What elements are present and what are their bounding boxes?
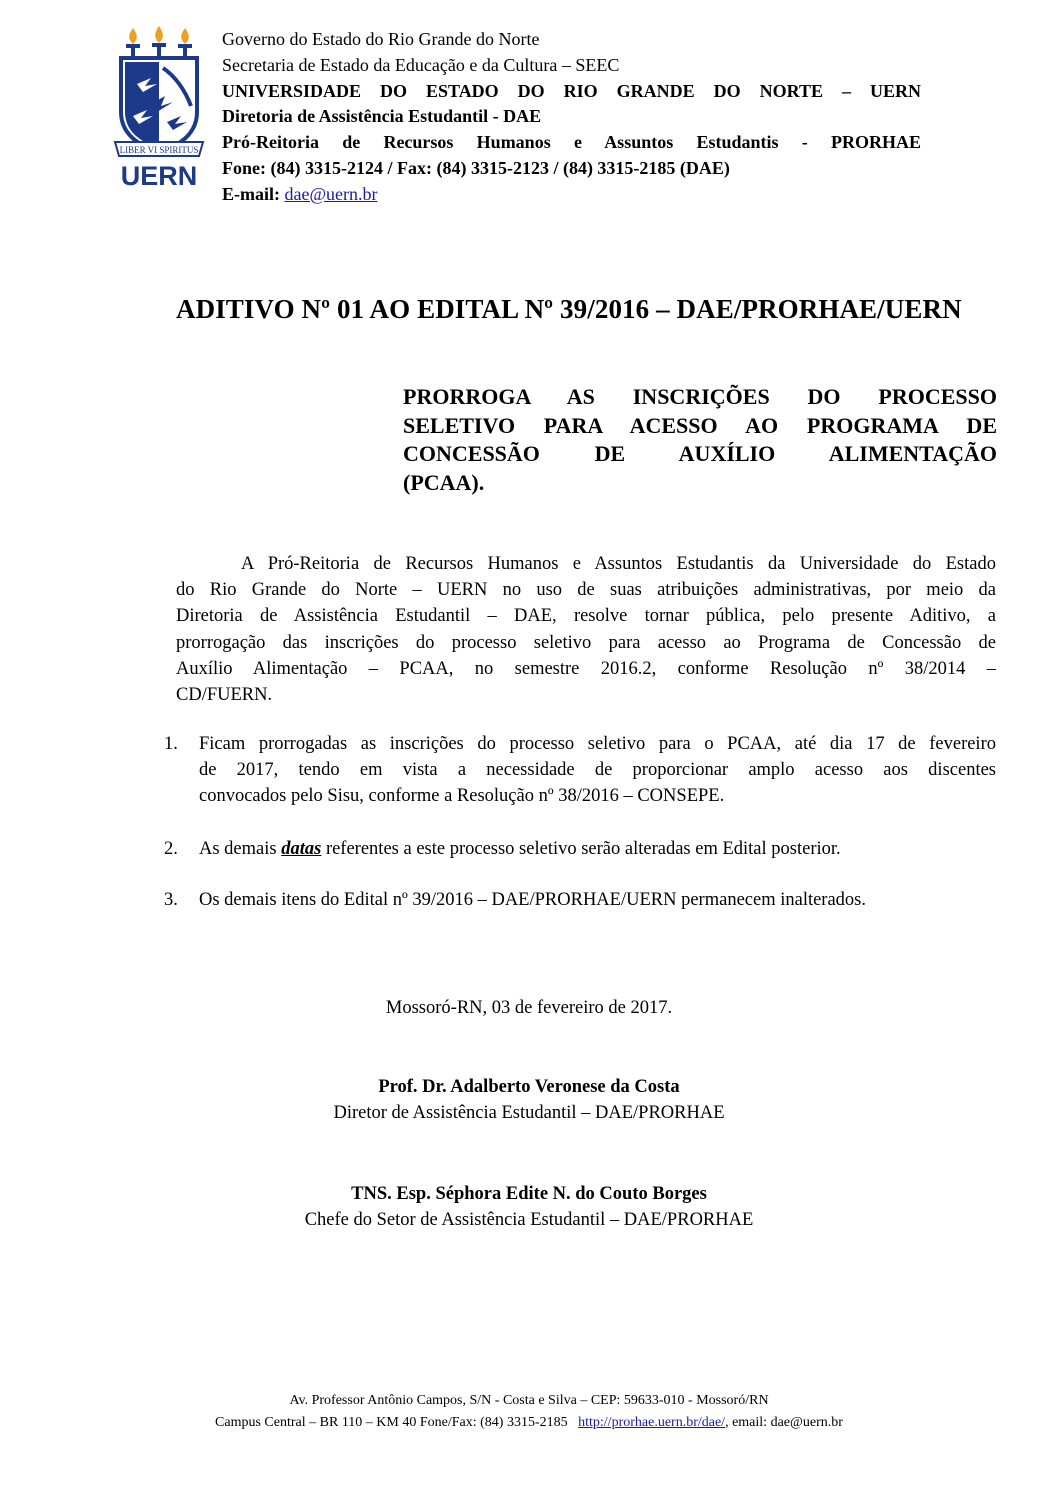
summary-line: (PCAA). (403, 469, 485, 495)
body-line: A Pró-Reitoria de Recursos Humanos e Assuntos Estudantis da Universidade do Estado (241, 554, 996, 574)
list-item-text (199, 731, 996, 810)
logo-wordmark: UERN (120, 161, 198, 189)
body-line: do Rio Grande do Norte – UERN no uso de suas atribuições administrativas, por meio da (176, 580, 996, 601)
header-line-university: UNIVERSIDADE DO ESTADO DO RIO GRANDE DO NORTE – UERN (222, 80, 921, 101)
place-date: Mossoró-RN, 03 de fevereiro de 2017. (385, 998, 673, 1018)
header-line-phones: Fone: (84) 3315-2124 / Fax: (84) 3315-2123 / (84) 3315-2185 (DAE) (222, 157, 730, 178)
signature-name-2: TNS. Esp. Séphora Edite N. do Couto Borges (351, 1184, 707, 1204)
footer-contact-text: Campus Central – BR 110 – KM 40 Fone/Fax: (84) 3315-2185 (215, 1415, 568, 1430)
body-line: CD/FUERN. (176, 685, 273, 706)
footer-address: Av. Professor Antônio Campos, S/N - Costa e Silva – CEP: 59633-010 - Mossoró/RN (289, 1393, 769, 1408)
institution-header (222, 27, 922, 208)
document-title: ADITIVO Nº 01 AO EDITAL Nº 39/2016 – DAE/PRORHAE/UERN (176, 294, 962, 324)
logo-motto: LIBER VI SPIRITUS (119, 145, 199, 155)
signature-role-2: Chefe do Setor de Assistência Estudantil – DAE/PRORHAE (304, 1210, 754, 1230)
signature-role-1: Diretor de Assistência Estudantil – DAE/PRORHAE (333, 1103, 725, 1123)
list-item-line: Ficam prorrogadas as inscrições do processo seletivo para o PCAA, até dia 17 de fevereiro (199, 734, 996, 754)
list-item-text (199, 836, 996, 862)
email-link[interactable]: dae@uern.br (284, 183, 378, 204)
list-item-line (199, 836, 996, 862)
list-item-text-before: As demais (199, 839, 282, 859)
emphasized-word: datas (281, 839, 322, 859)
list-item-line: convocados pelo Sisu, conforme a Resolução nº 38/2016 – CONSEPE. (199, 786, 725, 807)
footer-email-text: , email: dae@uern.br (725, 1415, 843, 1430)
list-item-text-after: referentes a este processo seletivo serão alteradas em Edital posterior. (321, 839, 841, 859)
footer-website-link[interactable]: http://prorhae.uern.br/dae/ (578, 1415, 726, 1430)
body-line: Auxílio Alimentação – PCAA, no semestre 2016.2, conforme Resolução nº 38/2014 – (176, 658, 996, 679)
summary-line: SELETIVO PARA ACESSO AO PROGRAMA DE (403, 412, 997, 438)
summary-line: PRORROGA AS INSCRIÇÕES DO PROCESSO (403, 384, 997, 409)
list-item-line: Os demais itens do Edital nº 39/2016 – DAE/PRORHAE/UERN permanecem inalterados. (199, 890, 867, 910)
list-item-number: 1. (164, 734, 178, 754)
uern-logo (111, 24, 207, 189)
list-item-text (199, 887, 996, 913)
header-line-government: Governo do Estado do Rio Grande do Norte (222, 29, 540, 49)
body-line: prorrogação das inscrições do processo seletivo para acesso ao Programa de Concessão de (176, 632, 996, 653)
email-label: E-mail: (222, 183, 280, 204)
document-summary (403, 383, 997, 497)
body-line: Diretoria de Assistência Estudantil – DAE, resolve tornar pública, pelo presente Aditivo, a (176, 606, 996, 627)
summary-line: CONCESSÃO DE AUXÍLIO ALIMENTAÇÃO (403, 441, 997, 466)
signature-name-1: Prof. Dr. Adalberto Veronese da Costa (378, 1077, 680, 1097)
body-paragraph (176, 551, 996, 708)
header-line-email (222, 182, 922, 208)
list-item-number: 2. (164, 839, 178, 859)
header-line-secretariat: Secretaria de Estado da Educação e da Cultura – SEEC (222, 54, 620, 75)
uern-crest-icon (111, 24, 207, 189)
list-item-number: 3. (164, 890, 178, 910)
footer-contact (0, 1413, 1058, 1433)
header-line-prorectorate: Pró-Reitoria de Recursos Humanos e Assuntos Estudantis - PRORHAE (222, 132, 921, 153)
torch-flames-icon (126, 26, 192, 56)
list-item-line: de 2017, tendo em vista a necessidade de proporcionar amplo acesso aos discentes (199, 760, 996, 781)
header-line-directorate: Diretoria de Assistência Estudantil - DAE (222, 106, 542, 127)
